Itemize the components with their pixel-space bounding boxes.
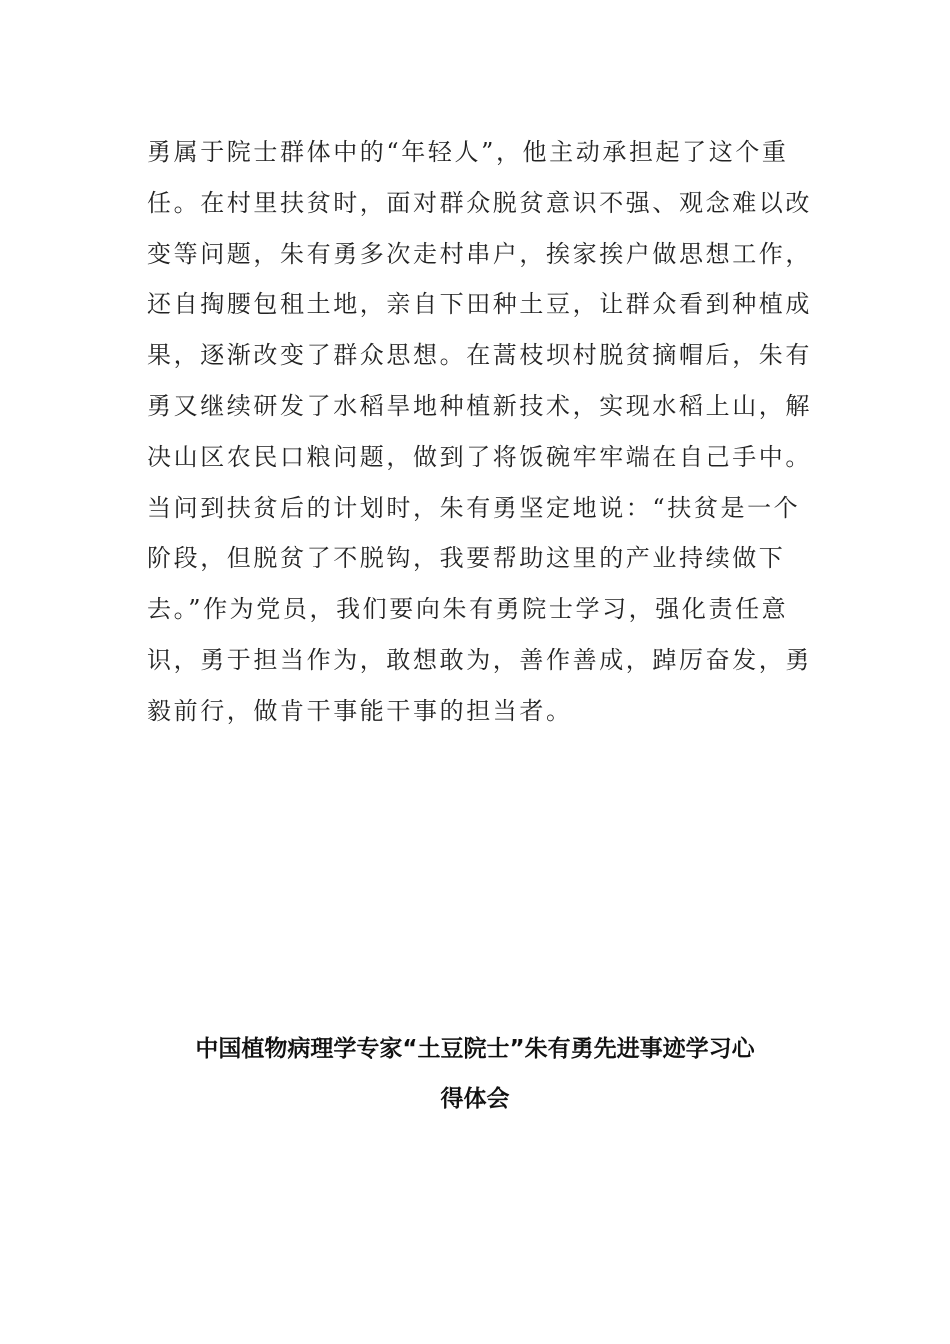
paragraph-line: 果，逐渐改变了群众思想。在蒿枝坝村脱贫摘帽后，朱有 [147, 341, 812, 370]
paragraph-line: 阶段，但脱贫了不脱钩，我要帮助这里的产业持续做下 [147, 544, 786, 573]
paragraph-line: 去。”作为党员，我们要向朱有勇院士学习，强化责任意 [147, 595, 789, 624]
paragraph-line: 还自掏腰包租土地，亲自下田种土豆，让群众看到种植成 [147, 290, 812, 319]
title-line: 中国植物病理学专家“土豆院士”朱有勇先进事迹学习心 [195, 1036, 755, 1062]
paragraph-line: 决山区农民口粮问题，做到了将饭碗牢牢端在自己手中。 [147, 442, 812, 471]
paragraph-line: 勇又继续研发了水稻旱地种植新技术，实现水稻上山，解 [147, 391, 812, 420]
paragraph-line: 任。在村里扶贫时，面对群众脱贫意识不强、观念难以改 [147, 188, 812, 217]
document-title [140, 1024, 810, 1124]
title-line: 得体会 [440, 1086, 510, 1112]
paragraph-line: 当问到扶贫后的计划时，朱有勇坚定地说：“扶贫是一个 [147, 493, 801, 522]
paragraph-line: 勇属于院士群体中的“年轻人”，他主动承担起了这个重 [147, 138, 789, 166]
body-paragraph [147, 127, 812, 737]
paragraph-line: 识，勇于担当作为，敢想敢为，善作善成，踔厉奋发，勇 [147, 645, 812, 674]
paragraph-line: 毅前行，做肯干事能干事的担当者。 [147, 696, 573, 725]
paragraph-line: 变等问题，朱有勇多次走村串户，挨家挨户做思想工作， [147, 239, 812, 268]
